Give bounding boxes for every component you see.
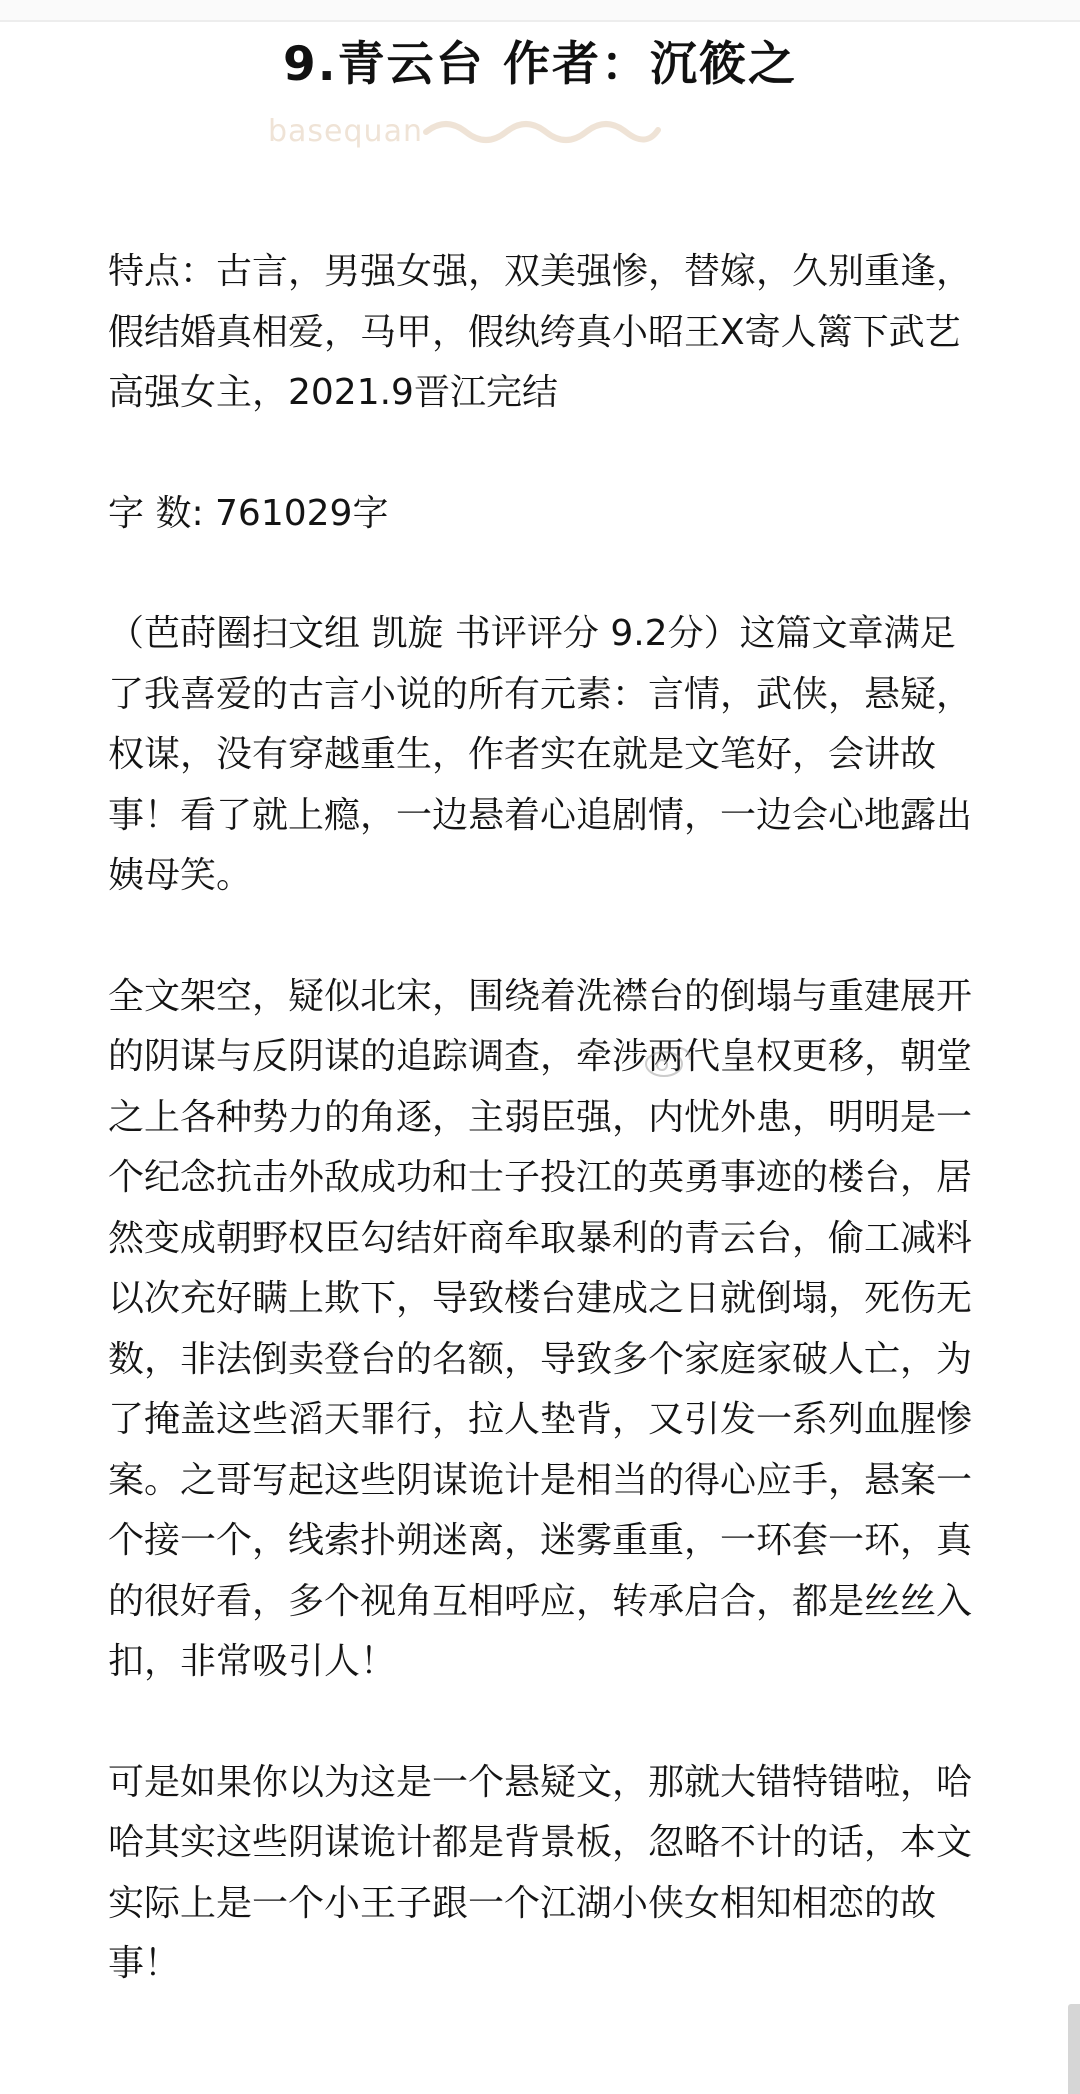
- word-count-paragraph: 字 数: 761029字: [108, 492, 389, 534]
- scrollbar[interactable]: [1068, 2004, 1080, 2094]
- brand-text: basequan: [268, 114, 423, 149]
- features-paragraph: 特点：古言，男强女强，双美强惨，替嫁，久别重逢，假结婚真相爱，马甲，假纨绔真小昭王X寄人篱下武艺高强女主，2021.9晋江完结: [108, 251, 973, 413]
- romance-paragraph: 可是如果你以为这是一个悬疑文，那就大错特错啦，哈哈其实这些阴谋诡计都是背景板，忽略不计的话，本文实际上是一个小王子跟一个江湖小侠女相知相恋的故事！: [108, 1761, 973, 1984]
- top-divider: [0, 0, 1080, 22]
- review-paragraph: （芭莳圈扫文组 凯旋 书评评分 9.2分）这篇文章满足了我喜爱的古言小说的所有元素：言情，武侠，悬疑，权谋，没有穿越重生，作者实在就是文笔好，会讲故事！看了就上瘾，一边悬着心追剧情，一边会心地露出姨母笑。: [108, 613, 973, 896]
- weibo-watermark-icon: [640, 1040, 700, 1080]
- plot-paragraph: 全文架空，疑似北宋，围绕着洗襟台的倒塌与重建展开的阴谋与反阴谋的追踪调查，牵涉两代皇权更移，朝堂之上各种势力的角逐，主弱臣强，内忧外患，明明是一个纪念抗击外敌成功和士子投江的英勇事迹的楼台，居然变成朝野权臣勾结奸商牟取暴利的青云台，偷工减料以次充好瞒上欺下，导致楼台建成之日就倒塌，死伤无数，非法倒卖登台的名额，导致多个家庭家破人亡，为了掩盖这些滔天罪行，拉人垫背，又引发一系列血腥惨案。之哥写起这些阴谋诡计是相当的得心应手，悬案一个接一个，线索扑朔迷离，迷雾重重，一环套一环，真的很好看，多个视角互相呼应，转承启合，都是丝丝入扣，非常吸引人！: [108, 975, 973, 1682]
- wave-decoration-icon: [422, 112, 662, 152]
- page-title: 9.青云台 作者：沉筱之: [283, 37, 797, 92]
- article-body: [108, 242, 972, 2055]
